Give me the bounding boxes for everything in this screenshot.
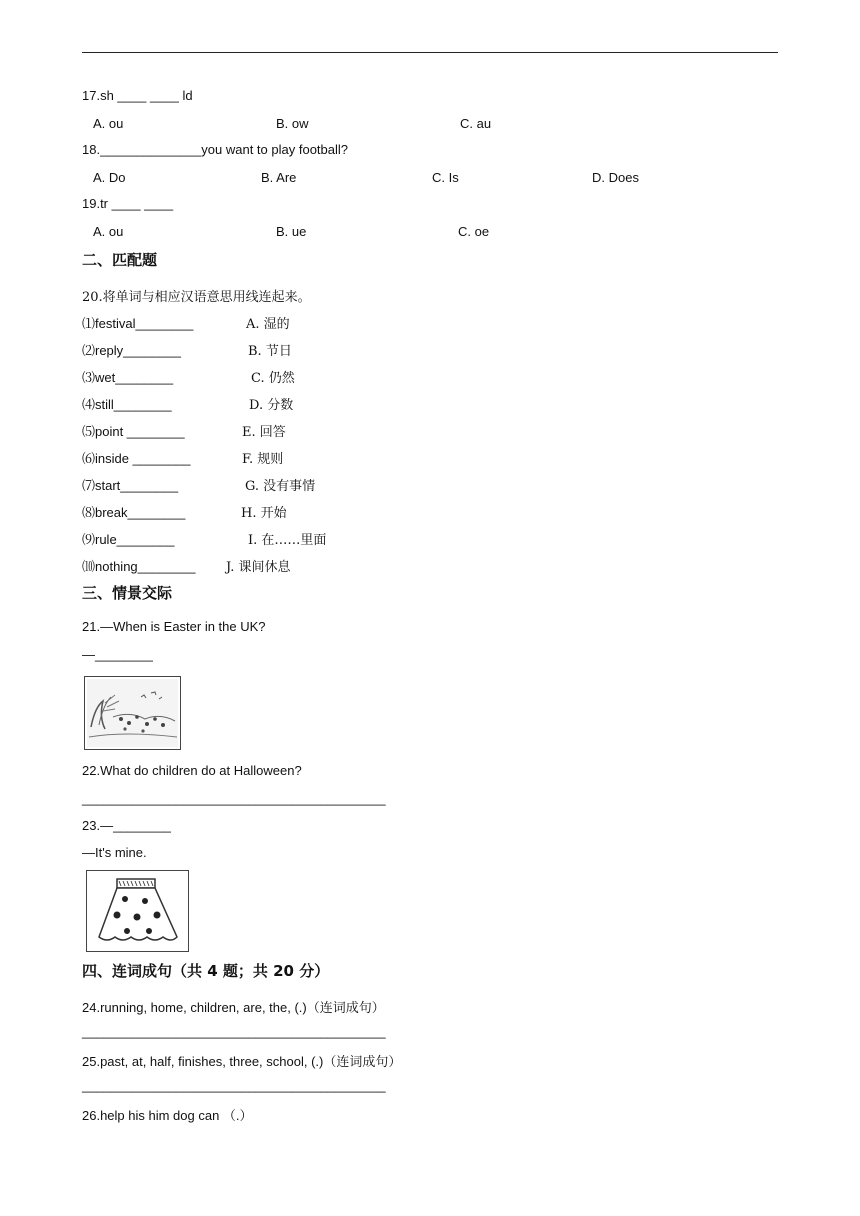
q24-answer-line: __________________________________________ — [82, 1024, 386, 1039]
match-word: ⑸point ________ — [82, 424, 185, 439]
match-meaning: H. 开始 — [241, 506, 287, 521]
header-rule — [82, 52, 778, 53]
skirt-picture — [86, 870, 189, 952]
match-meaning: C. 仍然 — [251, 371, 295, 386]
q26-stem: 26.help his him dog can （.） — [82, 1108, 253, 1123]
q21-question: 21.—When is Easter in the UK? — [82, 619, 266, 634]
section-4-title: 四、连词成句（共 4 题；共 20 分） — [82, 962, 330, 980]
match-meaning: B. 节日 — [248, 344, 292, 359]
match-word: ⑽nothing________ — [82, 559, 196, 574]
match-word: ⑴festival________ — [82, 316, 194, 331]
q21-answer-blank: —________ — [82, 647, 153, 662]
match-word: ⑼rule________ — [82, 532, 175, 547]
match-meaning: I. 在……里面 — [248, 533, 327, 548]
q22-answer-line: __________________________________________ — [82, 791, 386, 806]
q22-question: 22.What do children do at Halloween? — [82, 763, 302, 778]
match-meaning: G. 没有事情 — [245, 479, 316, 494]
match-word: ⑵reply________ — [82, 343, 182, 358]
match-word: ⑻break________ — [82, 505, 186, 520]
q24-stem: 24.running, home, children, are, the, (.)（连词成句） — [82, 1000, 385, 1015]
q19-option-c: C. oe — [458, 224, 490, 239]
match-meaning: D. 分数 — [249, 398, 294, 413]
q20-instruction: 20.将单词与相应汉语意思用线连起来。 — [82, 290, 311, 305]
q18-option-b: B. Are — [261, 170, 297, 185]
section-2-title: 二、匹配题 — [82, 251, 158, 269]
match-word: ⑷still________ — [82, 397, 172, 412]
match-meaning: E. 回答 — [242, 425, 286, 440]
q23-response: —It's mine. — [82, 845, 147, 860]
q17-option-a: A. ou — [93, 116, 124, 131]
q17-stem: 17.sh ____ ____ ld — [82, 88, 193, 103]
q17-option-c: C. au — [460, 116, 492, 131]
q19-option-b: B. ue — [276, 224, 307, 239]
match-word: ⑺start________ — [82, 478, 179, 493]
match-meaning: J. 课间休息 — [226, 560, 291, 575]
q18-stem: 18.______________you want to play football? — [82, 142, 348, 157]
q18-option-a: A. Do — [93, 170, 126, 185]
q25-stem: 25.past, at, half, finishes, three, school, (.)（连词成句） — [82, 1054, 402, 1069]
q23-answer-blank: 23.—________ — [82, 818, 171, 833]
q18-option-c: C. Is — [432, 170, 459, 185]
q19-option-a: A. ou — [93, 224, 124, 239]
match-meaning: A. 湿的 — [246, 317, 290, 332]
q25-answer-line: __________________________________________ — [82, 1078, 386, 1093]
match-word: ⑹inside ________ — [82, 451, 191, 466]
easter-picture — [84, 676, 181, 750]
q17-option-b: B. ow — [276, 116, 309, 131]
section-3-title: 三、情景交际 — [82, 584, 173, 602]
match-word: ⑶wet________ — [82, 370, 174, 385]
q18-option-d: D. Does — [592, 170, 639, 185]
match-meaning: F. 规则 — [242, 452, 284, 467]
q19-stem: 19.tr ____ ____ — [82, 196, 174, 211]
